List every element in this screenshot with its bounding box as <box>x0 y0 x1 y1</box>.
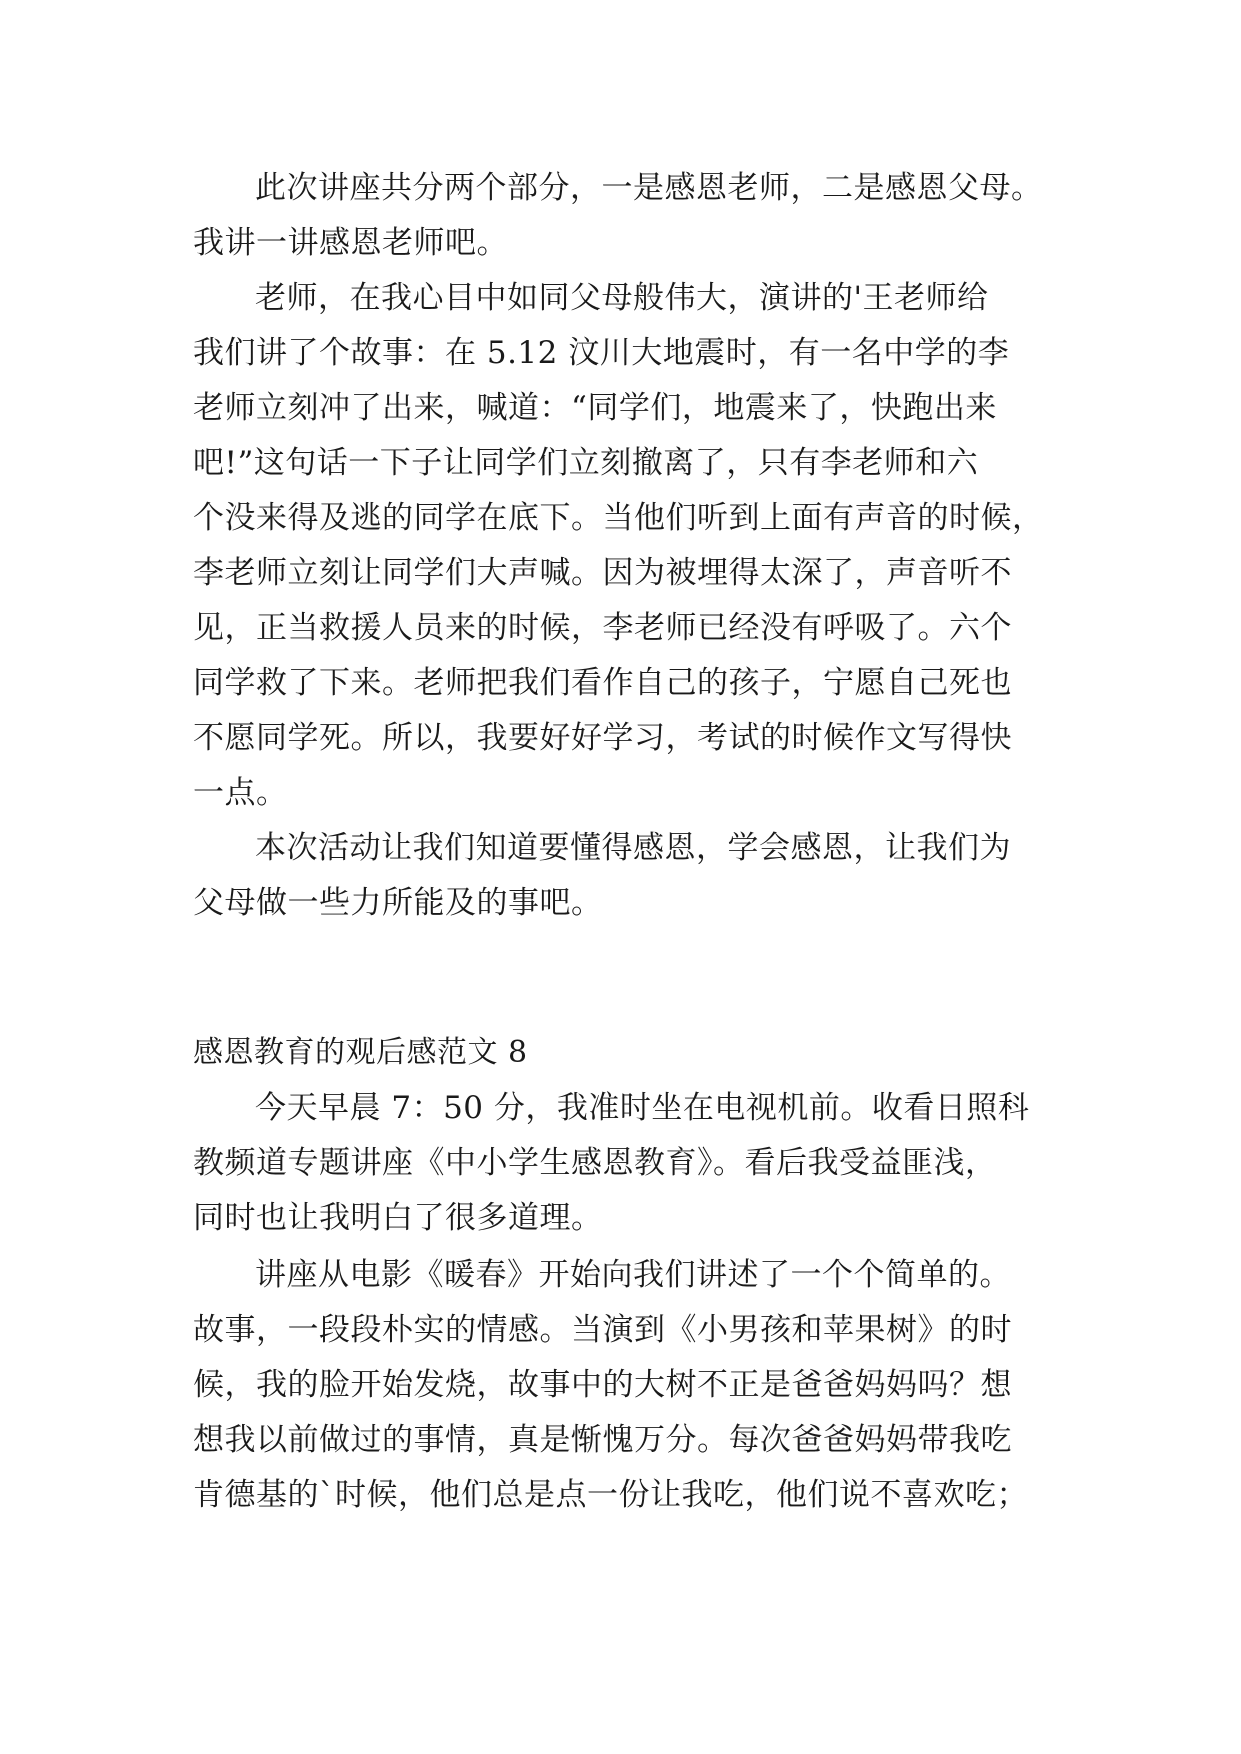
text-line: 不愿同学死。所以，我要好好学习，考试的时候作文写得快 <box>193 720 1012 756</box>
text-line: 同时也让我明白了很多道理。 <box>193 1200 603 1236</box>
text-line: 父母做一些力所能及的事吧。 <box>193 885 603 921</box>
text-line: 想我以前做过的事情，真是惭愧万分。每次爸爸妈妈带我吃 <box>193 1422 1012 1458</box>
text-line: 我们讲了个故事：在 5.12 汶川大地震时，有一名中学的李 <box>193 335 1010 371</box>
text-line: 讲座从电影《暖春》开始向我们讲述了一个个简单的。 <box>255 1257 1011 1293</box>
text-line: 吧!”这句话一下子让同学们立刻撤离了，只有李老师和六 <box>193 445 979 481</box>
text-line: 候，我的脸开始发烧，故事中的大树不正是爸爸妈妈吗？想 <box>193 1367 1012 1403</box>
text-line: 见，正当救援人员来的时候，李老师已经没有呼吸了。六个 <box>193 610 1012 646</box>
text-line: 老师立刻冲了出来，喊道：“同学们，地震来了，快跑出来 <box>193 390 997 426</box>
text-line: 此次讲座共分两个部分，一是感恩老师，二是感恩父母。 <box>255 170 1043 206</box>
text-line: 同学救了下来。老师把我们看作自己的孩子，宁愿自己死也 <box>193 665 1012 701</box>
text-line: 一点。 <box>193 775 288 811</box>
text-line: 故事，一段段朴实的情感。当演到《小男孩和苹果树》的时 <box>193 1312 1012 1348</box>
text-line: 今天早晨 7：50 分，我准时坐在电视机前。收看日照科 <box>255 1090 1030 1126</box>
section-title: 感恩教育的观后感范文 8 <box>193 1035 528 1070</box>
text-line: 个没来得及逃的同学在底下。当他们听到上面有声音的时候， <box>193 500 1044 536</box>
text-line: 教频道专题讲座《中小学生感恩教育》。看后我受益匪浅， <box>193 1145 997 1181</box>
text-line: 老师，在我心目中如同父母般伟大，演讲的'王老师给 <box>255 280 989 316</box>
text-line: 肯德基的`时候，他们总是点一份让我吃，他们说不喜欢吃； <box>193 1477 1028 1513</box>
text-line: 我讲一讲感恩老师吧。 <box>193 225 508 261</box>
text-line: 李老师立刻让同学们大声喊。因为被埋得太深了，声音听不 <box>193 555 1012 591</box>
text-line: 本次活动让我们知道要懂得感恩，学会感恩，让我们为 <box>255 830 1011 866</box>
